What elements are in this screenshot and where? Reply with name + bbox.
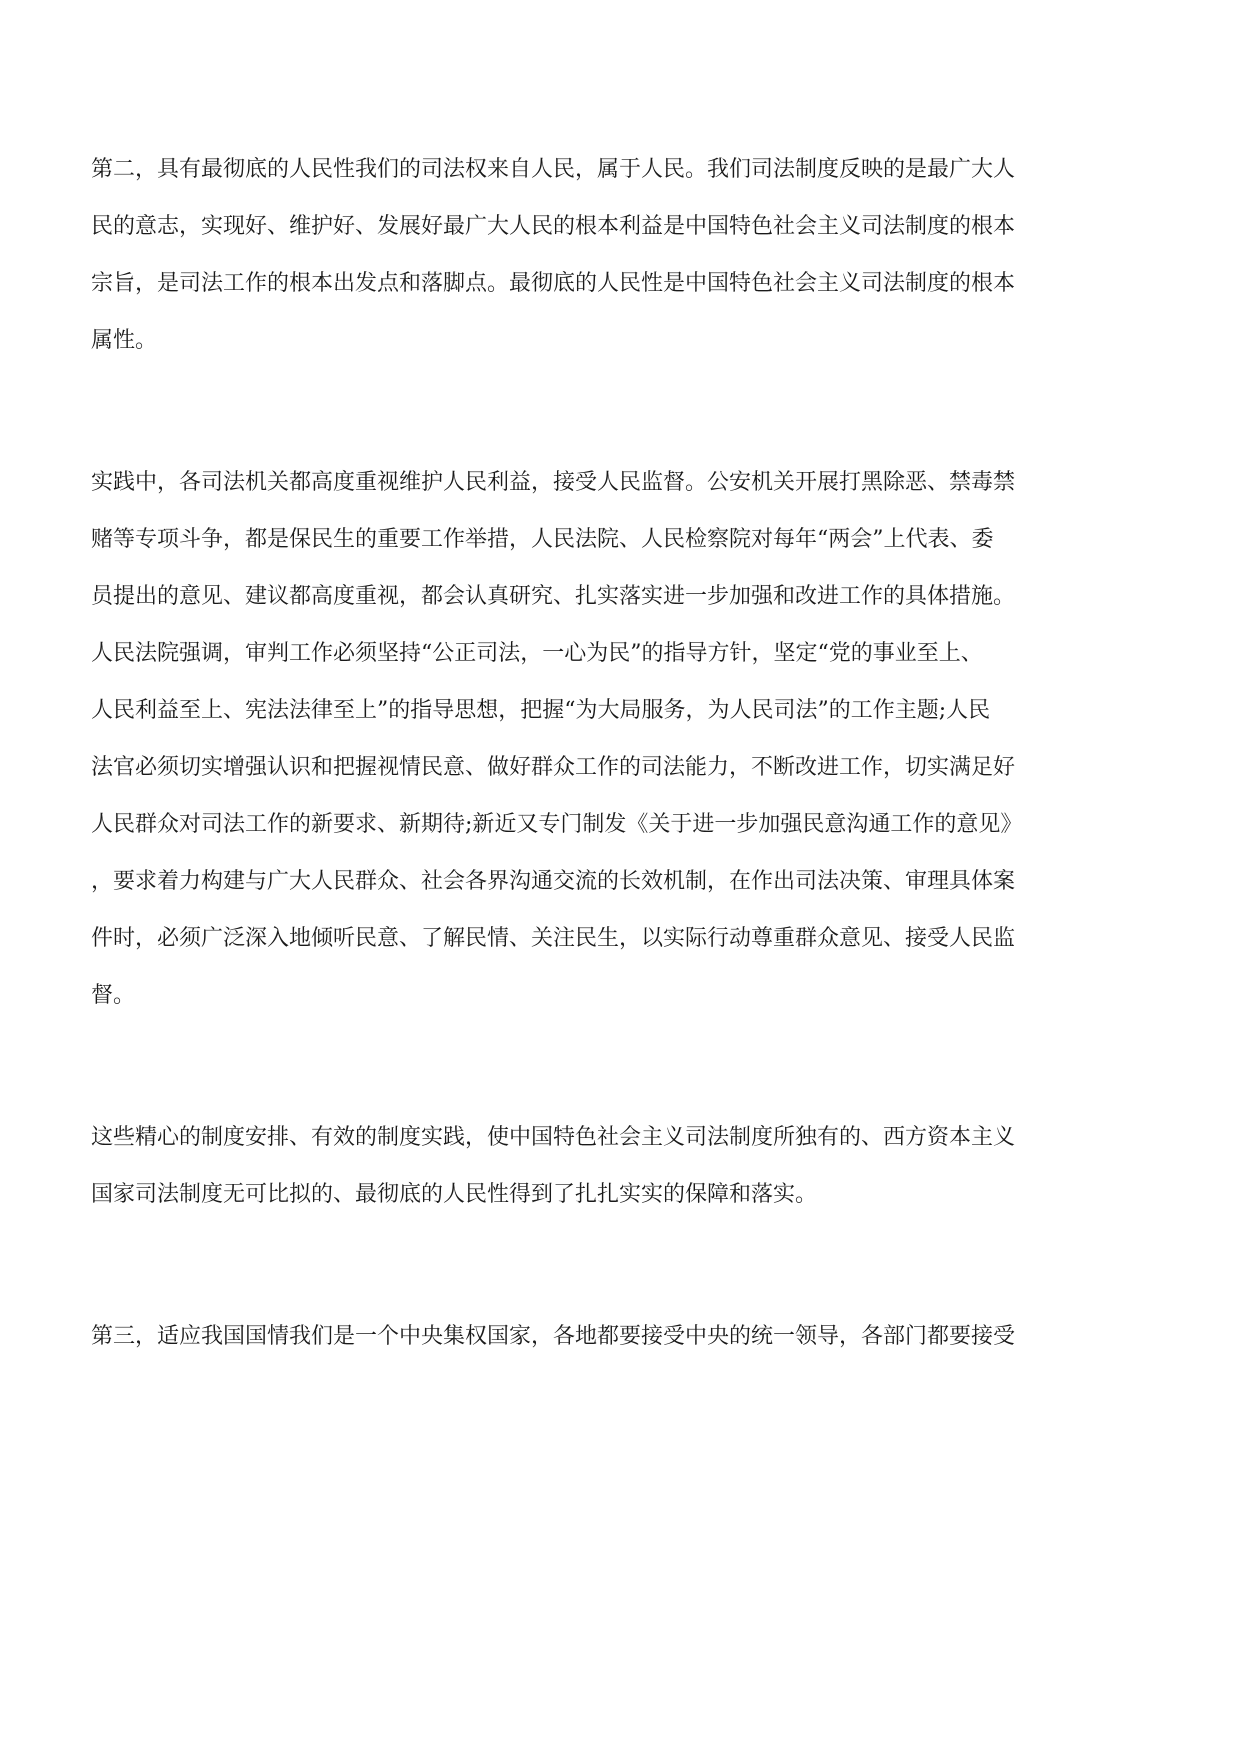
paragraph-1-line-2: 民的意志，实现好、维护好、发展好最广大人民的根本利益是中国特色社会主义司法制度的根本: [91, 214, 1016, 239]
paragraph-2-line-7: 人民群众对司法工作的新要求、新期待;新近又专门制发《关于进一步加强民意沟通工作的意见》: [91, 812, 1023, 837]
paragraph-3-line-2: 国家司法制度无可比拟的、最彻底的人民性得到了扎扎实实的保障和落实。: [91, 1182, 818, 1207]
paragraph-2-line-9: 件时，必须广泛深入地倾听民意、了解民情、关注民生，以实际行动尊重群众意见、接受人民监: [91, 926, 1016, 951]
paragraph-2-line-10: 督。: [91, 983, 136, 1008]
paragraph-1-line-3: 宗旨，是司法工作的根本出发点和落脚点。最彻底的人民性是中国特色社会主义司法制度的根本: [91, 271, 1016, 296]
paragraph-2-line-3: 员提出的意见、建议都高度重视，都会认真研究、扎实落实进一步加强和改进工作的具体措施。: [91, 584, 1016, 609]
paragraph-4-line-1: 第三，适应我国国情我们是一个中央集权国家，各地都要接受中央的统一领导，各部门都要接受: [91, 1324, 1016, 1349]
paragraph-1-line-4: 属性。: [91, 328, 158, 353]
paragraph-1-line-1: 第二，具有最彻底的人民性我们的司法权来自人民，属于人民。我们司法制度反映的是最广大人: [91, 157, 1016, 182]
paragraph-2-line-5: 人民利益至上、宪法法律至上”的指导思想，把握“为大局服务，为人民司法”的工作主题;人民: [91, 698, 991, 723]
paragraph-2-line-4: 人民法院强调，审判工作必须坚持“公正司法，一心为民”的指导方针，坚定“党的事业至上、: [91, 641, 983, 666]
paragraph-3-line-1: 这些精心的制度安排、有效的制度实践，使中国特色社会主义司法制度所独有的、西方资本主义: [91, 1125, 1016, 1150]
paragraph-2-line-6: 法官必须切实增强认识和把握视情民意、做好群众工作的司法能力，不断改进工作，切实满足好: [91, 755, 1016, 780]
paragraph-2-line-1: 实践中，各司法机关都高度重视维护人民利益，接受人民监督。公安机关开展打黑除恶、禁毒禁: [91, 470, 1016, 495]
paragraph-2-line-2: 赌等专项斗争，都是保民生的重要工作举措，人民法院、人民检察院对每年“两会”上代表、委: [91, 527, 994, 552]
paragraph-2-line-8: ，要求着力构建与广大人民群众、社会各界沟通交流的长效机制，在作出司法决策、审理具体案: [91, 869, 1016, 894]
